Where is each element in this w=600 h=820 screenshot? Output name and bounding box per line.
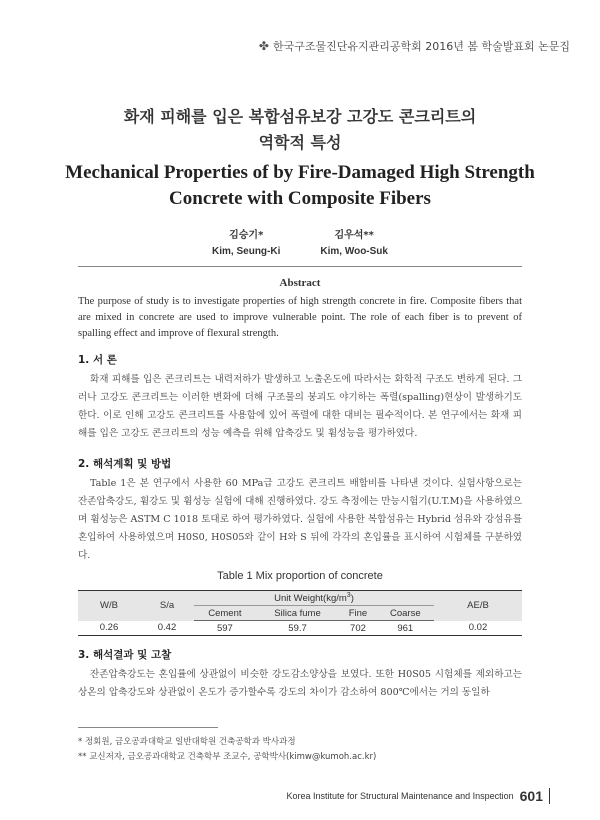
abstract-heading: Abstract [279,277,321,289]
abstract-divider [78,266,522,267]
author-list [0,228,600,260]
header-coarse: Coarse [377,606,434,621]
cell-cement: 597 [194,621,256,636]
header-unit-weight [194,591,434,606]
english-title [0,160,600,212]
footer-organization: Korea Institute for Structural Maintenance and Inspection [286,791,514,801]
page-number: 601 [519,788,543,804]
korean-title-line-1: 화재 피해를 입은 복합섬유보강 고강도 콘크리트의 [123,107,477,126]
cell-aeb: 0.02 [434,621,522,636]
author-2-english-name: Kim, Woo-Suk [320,246,388,257]
cell-silica-fume: 59.7 [256,621,340,636]
conference-name: 한국구조물진단유지관리공학회 2016년 봄 학술발표회 논문집 [272,40,570,53]
cell-wb: 0.26 [78,621,140,636]
footnote-1: * 정회원, 금오공과대학교 일반대학원 건축공학과 박사과정 [78,737,296,747]
footnote-2: ** 교신저자, 금오공과대학교 건축학부 조교수, 공학박사(kimw@kumoh.ac.kr) [78,752,377,762]
unit-weight-suffix: ) [350,593,354,605]
conference-header [259,38,570,54]
unit-weight-exponent: 3 [346,592,351,599]
mix-proportion-table [78,590,522,636]
cell-fine: 702 [339,621,376,636]
korean-title [0,104,600,156]
cell-coarse: 961 [377,621,434,636]
cell-sa: 0.42 [140,621,194,636]
header-fine: Fine [339,606,376,621]
footnote-divider [78,727,218,728]
footer-bar [549,788,550,804]
abstract-body: The purpose of study is to investigate properties of high strength concrete in fire. Composite fibers that are mixed in concrete are used to improve vulnerable point. The role of each fiber is to prevent of spalling effect and improve of flexural strength. [78,296,522,339]
english-title-line-2: Concrete with Composite Fibers [169,188,431,209]
decorative-star-icon: ✤ [258,39,269,53]
header-aeb: AE/B [434,591,522,621]
page-footer [287,788,551,804]
english-title-line-1: Mechanical Properties of by Fire-Damaged High Strength [65,162,535,183]
header-wb: W/B [78,591,140,621]
header-silica-fume: Silica fume [256,606,340,621]
header-cement: Cement [194,606,256,621]
section-1-body: 화재 피해를 입은 콘크리트는 내력저하가 발생하고 노출온도에 따라서는 화학적 구조도 변하게 된다. 그러나 고강도 콘크리트는 이러한 변화에 더해 구조물의 붕괴도 야기하는 폭렬(spalling)현상이 발생하기도 한다. 이로 인해 고강도 콘크리트를 사용함에 있어 폭렬에 대한 대비는 필수적이다. 본 연구에서는 화재 피해를 입은 고강도 콘크리트의 성능 예측을 위해 압축강도 및 휨성능을 평가하였다. [78,374,522,439]
section-3-heading: 3. 해석결과 및 고찰 [78,649,172,661]
section-1-heading: 1. 서 론 [78,354,117,366]
table-row [78,621,522,636]
section-2-body: Table 1은 본 연구에서 사용한 60 MPa급 고강도 콘크리트 배합비를 나타낸 것이다. 실험사항으로는 잔존압축강도, 휨강도 및 휨성능 실험에 대해 진행하였다. 강도 측정에는 만능시험기(U.T.M)을 사용하였으며 휨성능은 ASTM C 1018 토대로 하여 평가하였다. 실험에 사용한 복합섬유는 Hybrid 섬유와 강섬유를 혼입하여 사용하였으며 H0S0, H0S05와 같이 H와 S 뒤에 각각의 혼입률을 표시하여 시험체를 구분하였다. [78,478,522,561]
header-sa: S/a [140,591,194,621]
author-1-english-name: Kim, Seung-Ki [212,246,281,257]
author-2 [320,228,388,260]
section-3-body: 잔존압축강도는 혼입률에 상관없이 비슷한 강도감소양상을 보였다. 또한 H0S05 시험체를 제외하고는 상온의 압축강도와 상관없이 온도가 증가할수록 강도의 차이가 감소하여 800℃에서는 거의 동일하 [78,669,522,698]
section-2-heading: 2. 해석계획 및 방법 [78,458,172,470]
korean-title-line-2: 역학적 특성 [258,133,342,152]
author-2-korean-name: 김우석** [334,230,374,241]
footnotes [78,735,522,765]
unit-weight-prefix: Unit Weight(kg/m [274,593,347,605]
table-caption: Table 1 Mix proportion of concrete [217,570,383,582]
author-1 [212,228,280,260]
author-1-korean-name: 김승기* [229,230,264,241]
